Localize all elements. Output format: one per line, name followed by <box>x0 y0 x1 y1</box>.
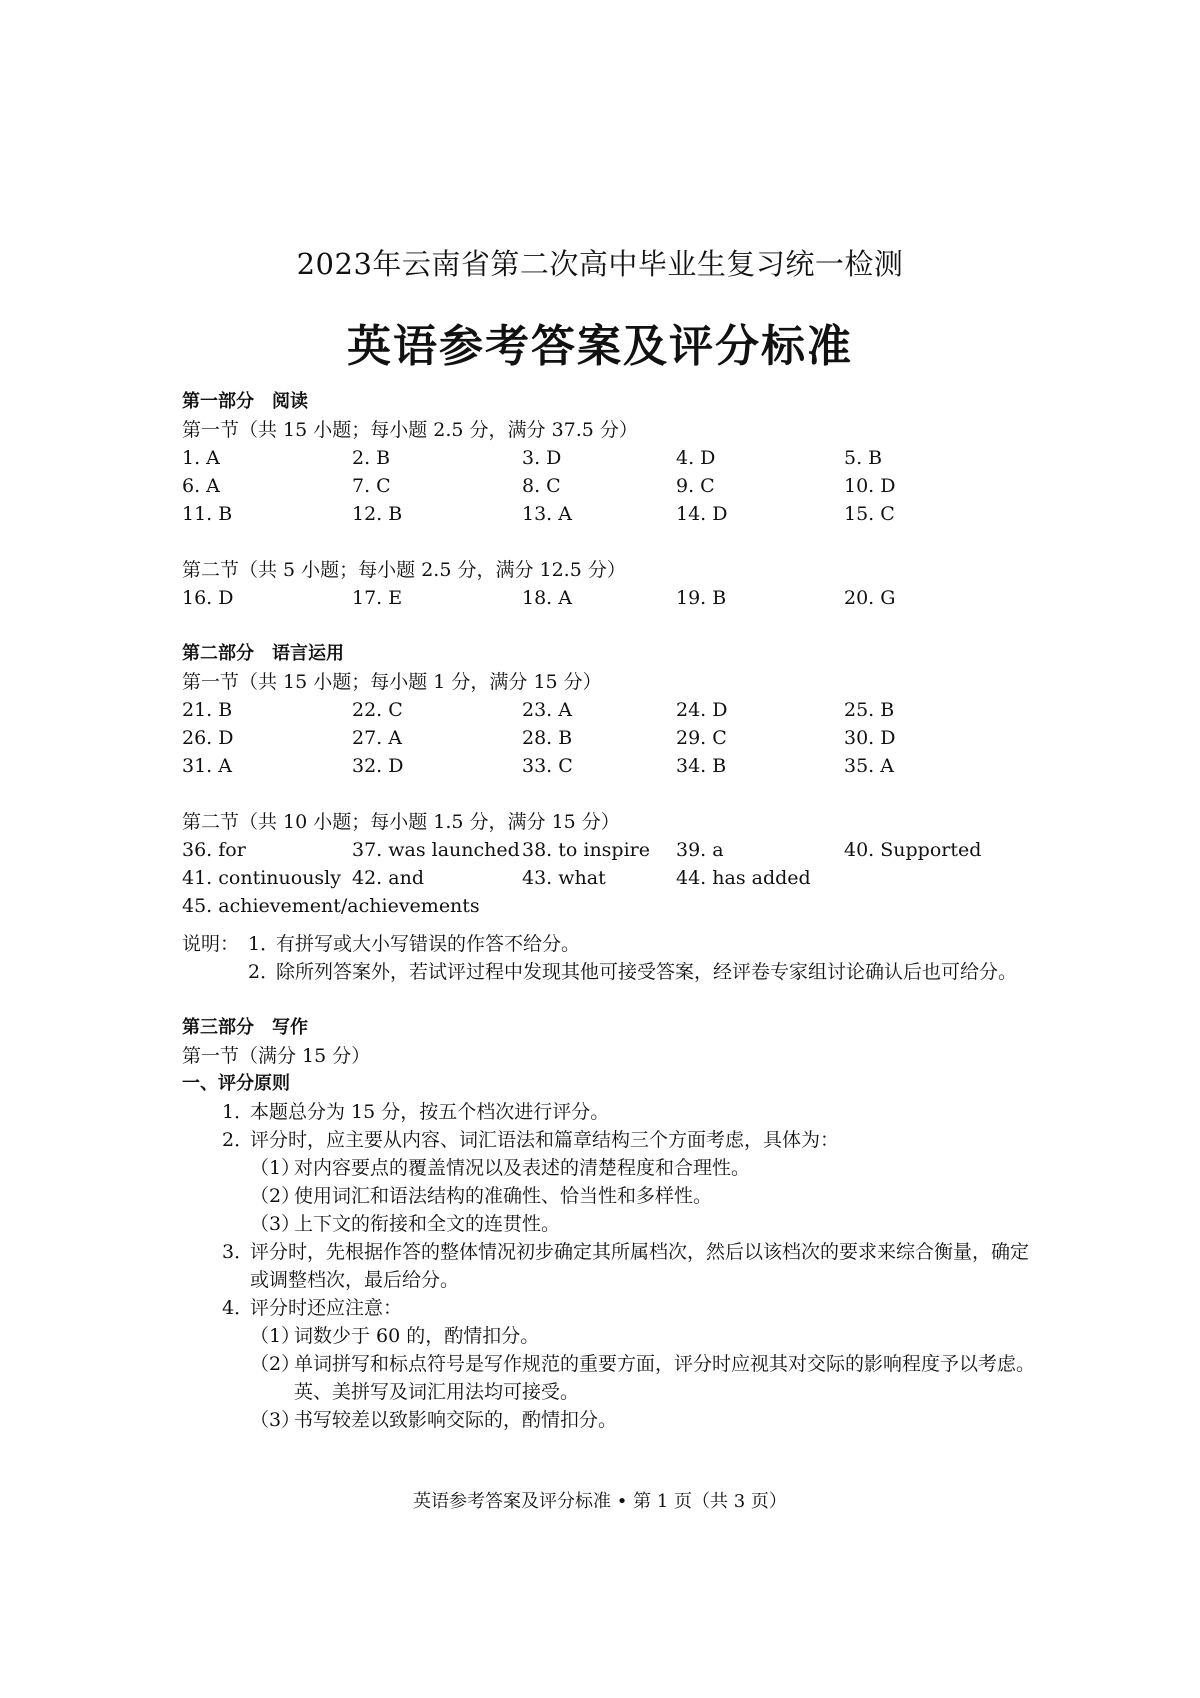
principle-text: 本题总分为 15 分，按五个档次进行评分。 <box>250 1101 610 1123</box>
principle-text: 评分时，应主要从内容、词汇语法和篇章结构三个方面考虑，具体为： <box>250 1129 840 1151</box>
answer-cell <box>676 892 844 920</box>
part1-section1-answers <box>182 444 1042 528</box>
subitem-text: 单词拼写和标点符号是写作规范的重要方面，评分时应视其对交际的影响程度予以考虑。英、美拼写及词汇用法均可接受。 <box>294 1353 1036 1403</box>
subitem-text: 上下文的衔接和全文的连贯性。 <box>294 1213 561 1235</box>
answer-cell: 40. Supported <box>844 839 982 861</box>
document-body <box>182 388 1042 1434</box>
answer-cell: 28. B <box>522 727 573 749</box>
principle-subitem <box>250 1322 1042 1350</box>
subitem-number: （3） <box>250 1213 301 1235</box>
answer-cell: 37. was launched <box>352 839 520 861</box>
part1-section2-heading: 第二节（共 5 小题；每小题 2.5 分，满分 12.5 分） <box>182 559 626 581</box>
answer-cell: 4. D <box>676 447 716 469</box>
subitem-number: （2） <box>250 1185 301 1207</box>
answer-cell: 5. B <box>844 447 883 469</box>
answer-cell: 25. B <box>844 699 895 721</box>
notes <box>182 930 1042 986</box>
exam-title: 2023年云南省第二次高中毕业生复习统一检测 <box>296 247 904 281</box>
note-text: 有拼写或大小写错误的作答不给分。 <box>276 933 581 955</box>
answer-cell: 15. C <box>844 503 895 525</box>
answer-cell: 14. D <box>676 503 728 525</box>
answer-row <box>182 892 1042 920</box>
answer-cell: 1. A <box>182 447 220 469</box>
answer-row <box>182 696 1042 724</box>
answer-cell: 10. D <box>844 475 896 497</box>
answer-row <box>182 500 1042 528</box>
principle-subitem <box>250 1182 1042 1210</box>
answer-cell: 26. D <box>182 727 234 749</box>
principles-list <box>182 1098 1042 1434</box>
answer-cell: 3. D <box>522 447 562 469</box>
answer-cell <box>844 892 1004 920</box>
part2-section2-heading: 第二节（共 10 小题；每小题 1.5 分，满分 15 分） <box>182 811 620 833</box>
answer-row <box>182 836 1042 864</box>
principle-subitem <box>250 1406 1042 1434</box>
answer-cell: 18. A <box>522 587 572 609</box>
page-footer: 英语参考答案及评分标准 • 第 1 页（共 3 页） <box>413 1491 787 1512</box>
answer-cell: 38. to inspire <box>522 839 650 861</box>
answer-cell: 2. B <box>352 447 391 469</box>
answer-row <box>182 472 1042 500</box>
answer-cell: 24. D <box>676 699 728 721</box>
principle-item <box>222 1126 1042 1154</box>
answer-cell: 33. C <box>522 755 573 777</box>
note-item <box>248 958 1042 986</box>
answer-cell: 9. C <box>676 475 715 497</box>
part1-section2-answers <box>182 584 1042 612</box>
answer-cell: 34. B <box>676 755 727 777</box>
answer-cell: 7. C <box>352 475 391 497</box>
answer-cell: 20. G <box>844 587 896 609</box>
answer-cell: 31. A <box>182 755 232 777</box>
principle-number: 3． <box>222 1241 254 1263</box>
answer-cell: 39. a <box>676 839 724 861</box>
principle-number: 1． <box>222 1101 254 1123</box>
answer-cell: 11. B <box>182 503 233 525</box>
answer-cell: 17. E <box>352 587 403 609</box>
answer-row <box>182 724 1042 752</box>
answer-cell: 6. A <box>182 475 220 497</box>
note-item <box>248 930 1042 958</box>
part2-section1-answers <box>182 696 1042 780</box>
answer-cell: 36. for <box>182 839 246 861</box>
notes-label: 说明： <box>182 933 240 955</box>
subitem-text: 词数少于 60 的，酌情扣分。 <box>294 1325 540 1347</box>
principle-number: 4． <box>222 1297 254 1319</box>
answer-cell: 30. D <box>844 727 896 749</box>
answer-cell: 43. what <box>522 867 606 889</box>
principle-sublist <box>222 1322 1042 1434</box>
note-number: 2． <box>248 961 280 983</box>
answer-cell: 12. B <box>352 503 403 525</box>
answer-row <box>182 752 1042 780</box>
principles-heading: 一、评分原则 <box>182 1073 290 1094</box>
part3-heading: 第三部分 写作 <box>182 1017 308 1038</box>
principle-text: 评分时还应注意： <box>250 1297 403 1319</box>
subitem-text: 书写较差以致影响交际的，酌情扣分。 <box>294 1409 618 1431</box>
subitem-number: （1） <box>250 1157 301 1179</box>
part3-section1-heading: 第一节（满分 15 分） <box>182 1045 371 1067</box>
answer-cell: 45. achievement/achievements <box>182 895 480 917</box>
answer-cell: 16. D <box>182 587 234 609</box>
answer-cell <box>522 892 676 920</box>
answer-cell: 21. B <box>182 699 233 721</box>
answer-cell: 23. A <box>522 699 572 721</box>
answer-cell: 32. D <box>352 755 404 777</box>
part2-section1-heading: 第一节（共 15 小题；每小题 1 分，满分 15 分） <box>182 671 602 693</box>
subitem-number: （2） <box>250 1353 301 1375</box>
answer-row <box>182 864 1042 892</box>
part2-section2-answers <box>182 836 1042 920</box>
answer-cell: 8. C <box>522 475 561 497</box>
part1-heading: 第一部分 阅读 <box>182 391 308 412</box>
answer-cell: 35. A <box>844 755 894 777</box>
answer-row <box>182 584 1042 612</box>
principle-subitem <box>250 1210 1042 1238</box>
answer-row <box>182 444 1042 472</box>
answer-cell: 44. has added <box>676 867 811 889</box>
part2-heading: 第二部分 语言运用 <box>182 643 344 664</box>
document-title: 英语参考答案及评分标准 <box>347 321 853 372</box>
answer-cell: 13. A <box>522 503 572 525</box>
answer-cell <box>352 892 522 920</box>
answer-cell: 41. continuously <box>182 867 341 889</box>
principle-text: 评分时，先根据作答的整体情况初步确定其所属档次，然后以该档次的要求来综合衡量，确定或调整档次，最后给分。 <box>250 1241 1030 1291</box>
principle-number: 2． <box>222 1129 254 1151</box>
answer-cell: 42. and <box>352 867 424 889</box>
subitem-text: 对内容要点的覆盖情况以及表述的清楚程度和合理性。 <box>294 1157 751 1179</box>
subitem-number: （3） <box>250 1409 301 1431</box>
subitem-text: 使用词汇和语法结构的准确性、恰当性和多样性。 <box>294 1185 713 1207</box>
principle-item <box>222 1238 1042 1294</box>
answer-cell: 27. A <box>352 727 402 749</box>
principle-item <box>222 1294 1042 1322</box>
principle-subitem <box>250 1154 1042 1182</box>
answer-cell: 22. C <box>352 699 403 721</box>
principle-subitem <box>250 1350 1042 1406</box>
note-text: 除所列答案外，若试评过程中发现其他可接受答案，经评卷专家组讨论确认后也可给分。 <box>276 961 1018 983</box>
part1-section1-heading: 第一节（共 15 小题；每小题 2.5 分，满分 37.5 分） <box>182 419 638 441</box>
answer-cell: 29. C <box>676 727 727 749</box>
principle-sublist <box>222 1154 1042 1238</box>
principle-item <box>222 1098 1042 1126</box>
note-number: 1． <box>248 933 280 955</box>
answer-cell: 19. B <box>676 587 727 609</box>
answer-cell <box>844 864 1004 892</box>
subitem-number: （1） <box>250 1325 301 1347</box>
